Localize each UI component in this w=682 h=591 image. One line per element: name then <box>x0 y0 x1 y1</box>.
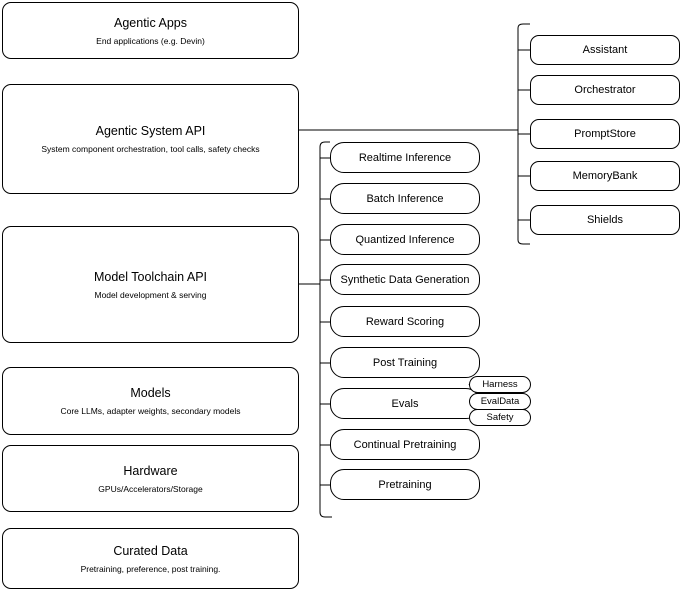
middle-node-label: Realtime Inference <box>358 151 452 164</box>
stack-node-subtitle: Model development & serving <box>94 289 207 300</box>
right-node-promptstore[interactable] <box>530 119 680 149</box>
middle-node-label: Evals <box>391 397 419 410</box>
middle-node-batch-inference[interactable] <box>330 183 480 214</box>
stack-node-subtitle: End applications (e.g. Devin) <box>96 35 205 46</box>
middle-node-quantized-inference[interactable] <box>330 224 480 255</box>
pill-node-harness[interactable] <box>469 376 531 393</box>
stack-node-title: Model Toolchain API <box>93 269 208 284</box>
stack-node-title: Agentic System API <box>95 124 206 138</box>
right-node-memorybank[interactable] <box>530 161 680 191</box>
stack-node-models[interactable] <box>2 367 299 435</box>
middle-node-label: Reward Scoring <box>365 315 445 328</box>
right-node-label: MemoryBank <box>572 170 638 182</box>
middle-node-realtime-inference[interactable] <box>330 142 480 173</box>
middle-node-label: Quantized Inference <box>355 233 455 246</box>
middle-node-synthetic-data-generation[interactable] <box>330 264 480 295</box>
right-node-assistant[interactable] <box>530 35 680 65</box>
stack-node-subtitle: Pretraining, preference, post training. <box>80 563 221 574</box>
middle-node-label: Continual Pretraining <box>353 438 457 451</box>
stack-node-subtitle: GPUs/Accelerators/Storage <box>98 483 203 494</box>
middle-node-pretraining[interactable] <box>330 469 480 500</box>
middle-node-evals[interactable] <box>330 388 480 419</box>
pill-node-evaldata[interactable] <box>469 393 531 410</box>
stack-node-subtitle: Core LLMs, adapter weights, secondary models <box>60 406 241 416</box>
middle-node-label: Post Training <box>372 356 438 369</box>
stack-node-title: Hardware <box>123 463 178 478</box>
pill-node-label: Harness <box>482 379 518 390</box>
right-node-orchestrator[interactable] <box>530 75 680 105</box>
middle-node-continual-pretraining[interactable] <box>330 429 480 460</box>
right-node-label: PromptStore <box>574 128 636 140</box>
middle-node-label: Synthetic Data Generation <box>340 273 470 286</box>
stack-node-curated-data[interactable] <box>2 528 299 589</box>
stack-node-title: Agentic Apps <box>114 15 187 30</box>
pill-node-safety[interactable] <box>469 409 531 426</box>
right-node-label: Assistant <box>582 44 628 56</box>
pill-node-label: Safety <box>486 412 514 423</box>
middle-node-post-training[interactable] <box>330 347 480 378</box>
stack-node-model-toolchain-api[interactable] <box>2 226 299 343</box>
stack-node-subtitle: System component orchestration, tool calls, safety checks <box>41 144 260 154</box>
stack-node-agentic-apps[interactable] <box>2 2 299 59</box>
stack-node-agentic-system-api[interactable] <box>2 84 299 194</box>
stack-node-title: Curated Data <box>113 543 188 558</box>
right-node-label: Shields <box>586 214 624 226</box>
stack-node-title: Models <box>130 386 171 400</box>
middle-node-reward-scoring[interactable] <box>330 306 480 337</box>
right-node-shields[interactable] <box>530 205 680 235</box>
pill-node-label: EvalData <box>480 396 520 407</box>
stack-node-hardware[interactable] <box>2 445 299 512</box>
middle-node-label: Pretraining <box>378 478 432 491</box>
right-node-label: Orchestrator <box>574 84 636 96</box>
middle-node-label: Batch Inference <box>366 192 444 205</box>
